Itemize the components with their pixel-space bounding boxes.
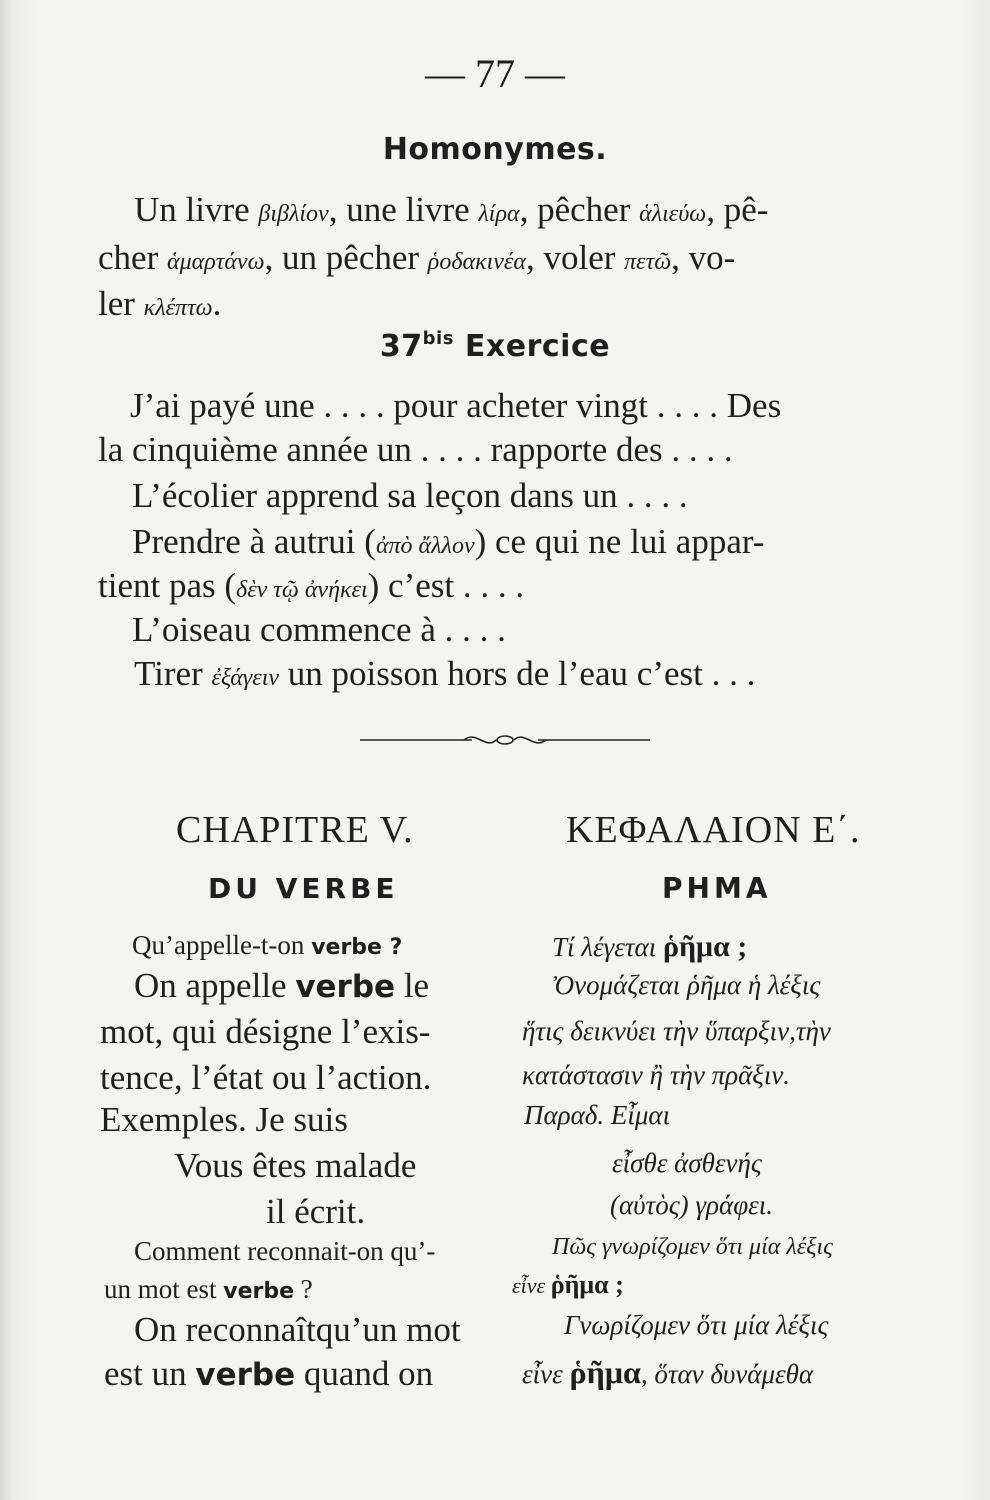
definition-gr-line-1: Ὀνομάζεται ῥῆμα ἡ λέξις xyxy=(552,970,821,1000)
definition-gr-line-4: Παραδ. Εἶμαι xyxy=(524,1100,671,1130)
chapter-title-gr: ΚΕΦΑΛΑΙΟΝ Ε΄. xyxy=(566,809,861,851)
definition-fr-line-4: Exemples. Je suis xyxy=(100,1100,348,1139)
answer-fr-line-1: On reconnaîtqu’un mot xyxy=(134,1310,461,1349)
homonymes-line-1: Un livre βιβλίον, une livre λίρα, pêcher ἁλιεύω, pê- xyxy=(134,190,769,229)
question-2-gr-line-2: εἶνε ῥῆμα ; xyxy=(512,1270,624,1299)
answer-fr-line-2: est un verbe quand on xyxy=(104,1354,434,1393)
exercice-line-2: la cinquième année un . . . . rapporte des . . . . xyxy=(98,430,733,469)
exercice-line-7: Tirer ἐξάγειν un poisson hors de l’eau c’est . . . xyxy=(134,654,756,693)
exercice-line-3: L’écolier apprend sa leçon dans un . . . . xyxy=(132,476,688,515)
homonymes-line-2: cher ἁμαρτάνω, un pêcher ῥοδακινέα, voler πετῶ, vo- xyxy=(98,238,736,277)
homonymes-heading: Homonymes. xyxy=(382,132,608,167)
exercice-heading: $37^{bis}$ Exercice xyxy=(379,328,611,364)
exercice-line-4: Prendre à autrui (ἀπὸ ἄλλον) ce qui ne lui appar- xyxy=(132,522,765,561)
subheading-gr: ΡΗΜΑ xyxy=(662,872,772,905)
question-2-gr-line-1: Πῶς γνωρίζομεν ὅτι μία λέξις xyxy=(552,1234,833,1260)
exercice-line-1: J’ai payé une . . . . pour acheter vingt . . . . Des xyxy=(130,386,782,425)
definition-fr-line-1: On appelle verbe le xyxy=(134,966,430,1005)
definition-fr-line-3: tence, l’état ou l’action. xyxy=(100,1058,432,1097)
chapter-title-fr: CHAPITRE V. xyxy=(176,809,414,851)
definition-gr-line-5: εἶσθε ἀσθενής xyxy=(612,1148,762,1178)
page-number: — 77 — xyxy=(425,51,565,96)
question-1-fr: Qu’appelle-t-on verbe ? xyxy=(132,930,403,960)
definition-fr-line-5: Vous êtes malade xyxy=(174,1146,417,1185)
question-1-gr: Τί λέγεται ῥῆμα ; xyxy=(552,930,748,963)
divider-ornament xyxy=(360,728,650,752)
question-2-fr-line-1: Comment reconnait-on qu’- xyxy=(134,1236,436,1266)
definition-gr-line-2: ἥτις δεικνύει τὴν ὕπαρξιν,τὴν xyxy=(522,1016,831,1046)
answer-gr-line-1: Γνωρίζομεν ὅτι μία λέξις xyxy=(564,1310,829,1340)
homonymes-line-3: ler κλέπτω. xyxy=(98,284,222,323)
definition-gr-line-6: (αὐτὸς) γράφει. xyxy=(610,1190,774,1220)
definition-gr-line-3: κατάστασιν ἢ τὴν πρᾶξιν. xyxy=(522,1060,791,1090)
definition-fr-line-2: mot, qui désigne l’exis- xyxy=(100,1012,431,1051)
exercice-line-5: tient pas (δὲν τῷ ἀνήκει) c’est . . . . xyxy=(98,566,525,605)
subheading-fr: DU VERBE xyxy=(208,872,399,905)
definition-fr-line-6: il écrit. xyxy=(266,1192,366,1231)
exercice-line-6: L’oiseau commence à . . . . xyxy=(132,610,506,649)
question-2-fr-line-2: un mot est verbe ? xyxy=(104,1274,313,1304)
answer-gr-line-2: εἶνε ῥῆμα, ὅταν δυνάμεθα xyxy=(522,1354,814,1390)
